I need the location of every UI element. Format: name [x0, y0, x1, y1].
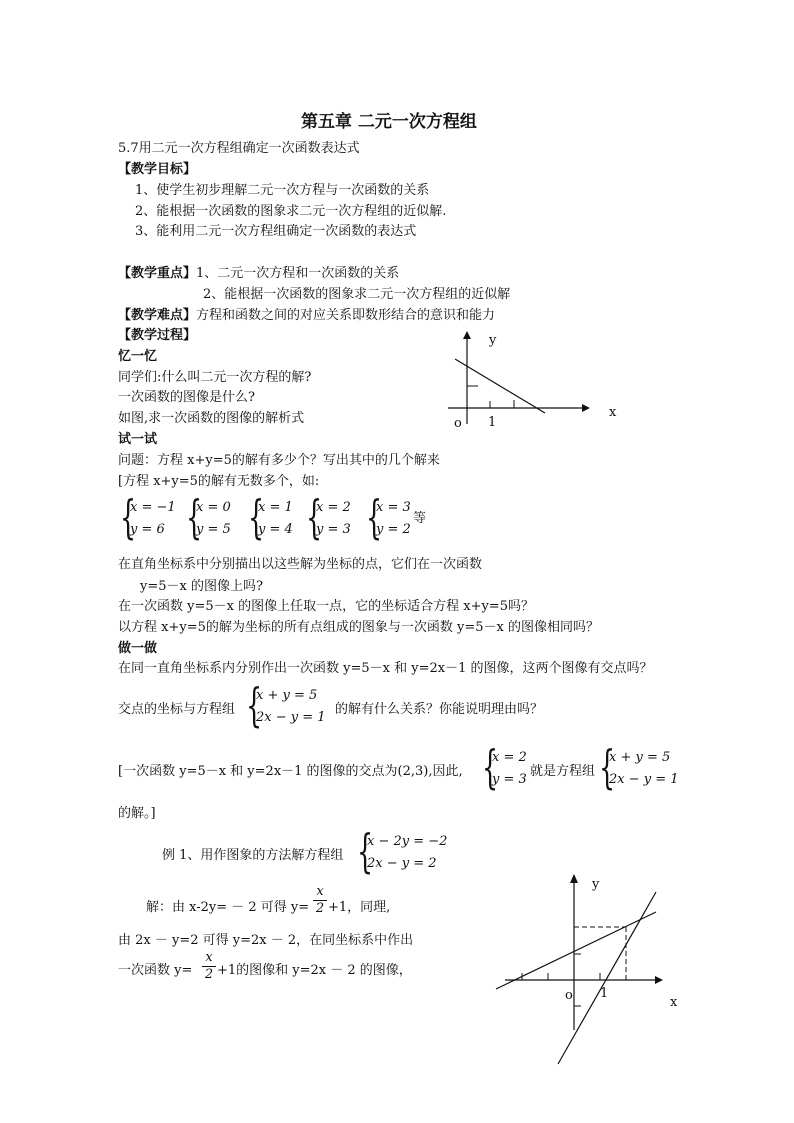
example-system: { x − 2y = −2 2x − y = 2 — [357, 824, 448, 878]
section-subtitle: 5.7用二元一次方程组确定一次函数表达式 — [118, 141, 360, 156]
do-heading: 做一做 — [118, 641, 158, 656]
do-question-1: 在同一直角坐标系内分别作出一次函数 y=5－x 和 y=2x－1 的图像，这两个图像有交点吗？ — [118, 661, 653, 676]
key-item: 1、二元一次方程和一次函数的关系 — [196, 266, 400, 281]
try-question-2a: 在直角坐标系中分别描出以这些解为坐标的点，它们在一次函数 — [118, 557, 483, 572]
do-answer-end: 的解。] — [118, 806, 156, 821]
try-question: 问题：方程 x+y=5的解有多少个？写出其中的几个解来 — [118, 453, 440, 468]
brace-icon: { — [599, 740, 616, 794]
goals-heading: 【教学目标】 — [118, 162, 197, 177]
try-question-4: 以方程 x+y=5的解为坐标的所有点组成的图象与一次函数 y=5－x 的图像相同吗？ — [118, 620, 599, 635]
goal-item: 2、能根据一次函数的图象求二元一次方程组的近似解. — [135, 204, 447, 219]
example-label: 例 1、用作图象的方法解方程组 — [162, 848, 344, 863]
try-question-2b: y=5－x 的图像上吗? — [140, 579, 263, 594]
do-question-2-post: 的解有什么关系？你能说明理由吗？ — [335, 702, 544, 717]
try-heading: 试一试 — [118, 432, 158, 447]
example-solution-1-pre: 解：由 x-2y= － 2 可得 y= — [146, 900, 310, 915]
graph1-tick-label: 1 — [488, 415, 497, 430]
do-question-2-pre: 交点的坐标与方程组 — [118, 702, 236, 717]
graph2-origin: o — [565, 988, 573, 1003]
graph2-x-arrow — [655, 976, 663, 984]
brace-icon: { — [186, 490, 203, 544]
recall-heading: 忆一忆 — [118, 349, 158, 364]
do-answer-mid: 就是方程组 — [530, 764, 596, 779]
recall-line: 如图,求一次函数的图像的解析式 — [118, 411, 305, 426]
example-solution-3-pre: 一次函数 y= — [118, 963, 193, 978]
graph2-tick-label: 1 — [600, 986, 609, 1001]
fraction: x 2 — [313, 884, 327, 917]
process-heading: 【教学过程】 — [118, 328, 197, 343]
solution-system: { x = 2 y = 3 — [306, 490, 351, 544]
answer-solution-system: { x = 2 y = 3 — [482, 740, 527, 794]
graph2-line-2 — [558, 892, 656, 1064]
example-solution-2: 由 2x － y=2 可得 y=2x － 2，在同坐标系中作出 — [118, 933, 414, 948]
brace-icon: { — [246, 678, 263, 732]
recall-line: 一次函数的图像是什么? — [118, 390, 255, 405]
example-solution-3-post: +1的图像和 y=2x － 2 的图像， — [217, 963, 412, 978]
key-item: 2、能根据一次函数的图象求二元一次方程组的近似解 — [203, 287, 511, 302]
solution-system: { x = −1 y = 6 — [120, 490, 176, 544]
page-title: 第五章 二元一次方程组 — [301, 112, 477, 132]
do-answer-pre: [一次函数 y=5－x 和 y=2x－1 的图像的交点为(2,3),因此, — [118, 764, 463, 779]
brace-icon: { — [482, 740, 499, 794]
solution-system: { x = 3 y = 2 — [366, 490, 411, 544]
brace-icon: { — [366, 490, 383, 544]
try-question-3: 在一次函数 y=5－x 的图像上任取一点，它的坐标适合方程 x+y=5吗？ — [118, 599, 534, 614]
example-solution-1-post: +1，同理, — [328, 900, 391, 915]
recall-line: 同学们:什么叫二元一次方程的解? — [118, 370, 312, 385]
graph2-y-label: y — [592, 877, 600, 892]
graph1-x-label: x — [609, 405, 617, 420]
equation-system: { x + y = 5 2x − y = 1 — [246, 678, 326, 732]
etc-text: 等 — [413, 511, 427, 526]
solution-system: { x = 1 y = 4 — [248, 490, 293, 544]
graph1-y-label: y — [489, 333, 497, 348]
answer-equation-system: { x + y = 5 2x − y = 1 — [599, 740, 679, 794]
graph2-line-1 — [496, 912, 656, 989]
fraction: x 2 — [202, 950, 216, 983]
brace-icon: { — [357, 824, 374, 878]
brace-icon: { — [248, 490, 265, 544]
try-answer-intro: [方程 x+y=5的解有无数多个，如: — [118, 474, 320, 489]
key-heading: 【教学重点】 — [118, 266, 197, 281]
goal-item: 3、能利用二元一次方程组确定一次函数的表达式 — [135, 224, 417, 239]
graph1-origin: o — [454, 416, 462, 431]
graph2-y-arrow — [570, 874, 578, 883]
difficulty-text: 方程和函数之间的对应关系即数形结合的意识和能力 — [196, 308, 496, 323]
solution-system: { x = 0 y = 5 — [186, 490, 231, 544]
brace-icon: { — [306, 490, 323, 544]
goal-item: 1、使学生初步理解二元一次方程与一次函数的关系 — [135, 183, 430, 198]
brace-icon: { — [120, 490, 137, 544]
difficulty-heading: 【教学难点】 — [118, 308, 197, 323]
graph2-x-label: x — [670, 995, 678, 1010]
